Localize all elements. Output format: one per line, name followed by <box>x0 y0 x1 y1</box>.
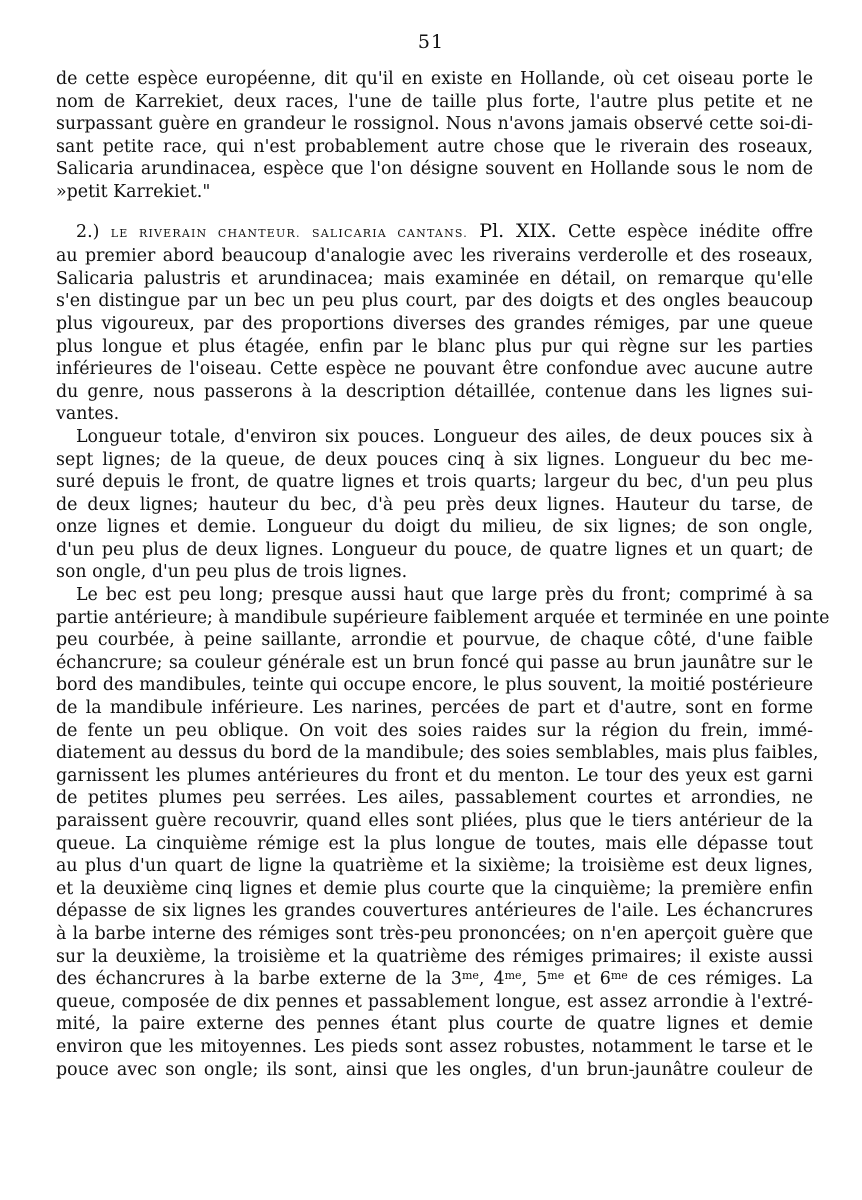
text-line: Salicaria arundinacea, espèce que l'on désigne souvent en Hollande sous le nom de <box>56 159 813 180</box>
text-line: queue, composée de dix pennes et passablement longue, est assez arrondie à l'extré- <box>56 991 813 1012</box>
text-line: d'un peu plus de deux lignes. Longueur du pouce, de quatre lignes et un quart; de <box>56 539 813 560</box>
text-line: au plus d'un quart de ligne la quatrième et la sixième; la troisième est deux lignes, <box>56 856 813 877</box>
text-line: s'en distingue par un bec un peu plus court, par des doigts et des ongles beaucoup <box>56 291 813 312</box>
text-line: Longueur totale, d'environ six pouces. Longueur des ailes, de deux pouces six à <box>76 426 813 447</box>
text-line: à la barbe interne des rémiges sont très-peu prononcées; on n'en aperçoit guère que <box>56 923 813 944</box>
text-line: bord des mandibules, teinte qui occupe encore, le plus souvent, la moitié postérieure <box>56 675 813 696</box>
text-line: du genre, nous passerons à la description détaillée, contenue dans les lignes sui- <box>56 381 813 402</box>
paragraph-2-species-entry <box>56 220 813 426</box>
text-line: sept lignes; de la queue, de deux pouces cinq à six lignes. Longueur du bec me- <box>56 449 813 470</box>
paragraph-1 <box>56 68 813 204</box>
text-line: sur la deuxième, la troisième et la quatrième des rémiges primaires; il existe aussi <box>56 946 813 967</box>
text-line: mité, la paire externe des pennes étant plus courte de quatre lignes et demie <box>56 1014 813 1035</box>
text-line: »petit Karrekiet." <box>56 181 211 202</box>
entry-number: 2.) <box>76 221 100 242</box>
text-line: paraissent guère recouvrir, quand elles sont pliées, plus que le tiers antérieur de la <box>56 811 813 831</box>
text-line-with-superscripts: des échancrures à la barbe externe de la $3^{me}$, $4^{me}$, $5^{me}$ et $6^{me}$ de ces rémiges. La <box>56 969 814 990</box>
text-line: échancrure; sa couleur générale est un brun foncé qui passe au brun jaunâtre sur le <box>56 652 813 673</box>
text-line: Salicaria palustris et arundinacea; mais examinée en détail, on remarque qu'elle <box>56 268 813 289</box>
text-line: plus longue et plus étagée, enfin par le blanc plus pur qui règne sur les parties <box>56 336 813 357</box>
plate-reference: Pl. XIX. <box>479 219 557 242</box>
text-line: au premier abord beaucoup d'analogie avec les riverains verderolle et des roseaux, <box>56 246 813 267</box>
text-line: suré depuis le front, de quatre lignes et trois quarts; largeur du bec, d'un peu plus <box>56 472 813 493</box>
text-line: de petites plumes peu serrées. Les ailes, passablement courtes et arrondies, ne <box>56 788 813 809</box>
page-number: 51 <box>417 31 445 53</box>
text-line: et la deuxième cinq lignes et demie plus courte que la cinquième; la première enfin <box>56 878 813 899</box>
text-line: son ongle, d'un peu plus de trois lignes. <box>56 562 408 583</box>
text-line: Le bec est peu long; presque aussi haut que large près du front; comprimé à sa <box>76 585 813 606</box>
text-line: nom de Karrekiet, deux races, l'une de taille plus forte, l'autre plus petite et ne <box>56 91 813 112</box>
text-line: partie antérieure; à mandibule supérieure faiblement arquée et terminée en une pointe <box>56 607 830 628</box>
text-line: environ que les mitoyennes. Les pieds sont assez robustes, notamment le tarse et le <box>56 1036 813 1057</box>
text-line: de fente un peu oblique. On voit des soies raides sur la région du frein, immé- <box>56 720 813 741</box>
body-text <box>56 68 830 1081</box>
text-line: vantes. <box>56 404 120 425</box>
text-line: de deux lignes; hauteur du bec, d'à peu près deux lignes. Hauteur du tarse, de <box>56 494 813 515</box>
text-line: pouce avec son ongle; ils sont, ainsi que les ongles, d'un brun-jaunâtre couleur de <box>56 1059 813 1080</box>
text-line: inférieures de l'oiseau. Cette espèce ne pouvant être confondue avec aucune autre <box>56 359 813 380</box>
species-heading-line <box>56 220 813 246</box>
text-line: sant petite race, qui n'est probablement autre chose que le riverain des roseaux, <box>56 136 813 157</box>
text-line: peu courbée, à peine saillante, arrondie et pourvue, de chaque côté, d'une faible <box>56 630 813 651</box>
text-line: de la mandibule inférieure. Les narines, percées de part et d'autre, sont en forme <box>56 698 813 719</box>
text-line: de cette espèce européenne, dit qu'il en existe en Hollande, où cet oiseau porte le <box>56 69 813 89</box>
heading-line-text: Cette espèce inédite offre <box>567 221 813 242</box>
paragraph-4-description <box>56 584 830 1081</box>
text-line: dépasse de six lignes les grandes couvertures antérieures de l'aile. Les échancrures <box>56 901 813 922</box>
text-line: onze lignes et demie. Longueur du doigt du milieu, de six lignes; de son ongle, <box>56 517 813 538</box>
paragraph-3-measurements <box>56 426 813 584</box>
text-line: plus vigoureux, par des proportions diverses des grandes rémiges, par une queue <box>56 313 813 334</box>
text-line: surpassant guère en grandeur le rossignol. Nous n'avons jamais observé cette soi-di- <box>56 114 813 135</box>
text-line: garnissent les plumes antérieures du front et du menton. Le tour des yeux est garni <box>56 765 813 786</box>
species-common-name: LE RIVERAIN CHANTEUR. <box>110 226 301 240</box>
species-latin-name: SALICARIA CANTANS. <box>312 226 468 240</box>
text-line: queue. La cinquième rémige est la plus longue de toutes, mais elle dépasse tout <box>56 833 813 854</box>
text-line: diatement au dessus du bord de la mandibule; des soies semblables, mais plus faibles, <box>56 743 819 764</box>
